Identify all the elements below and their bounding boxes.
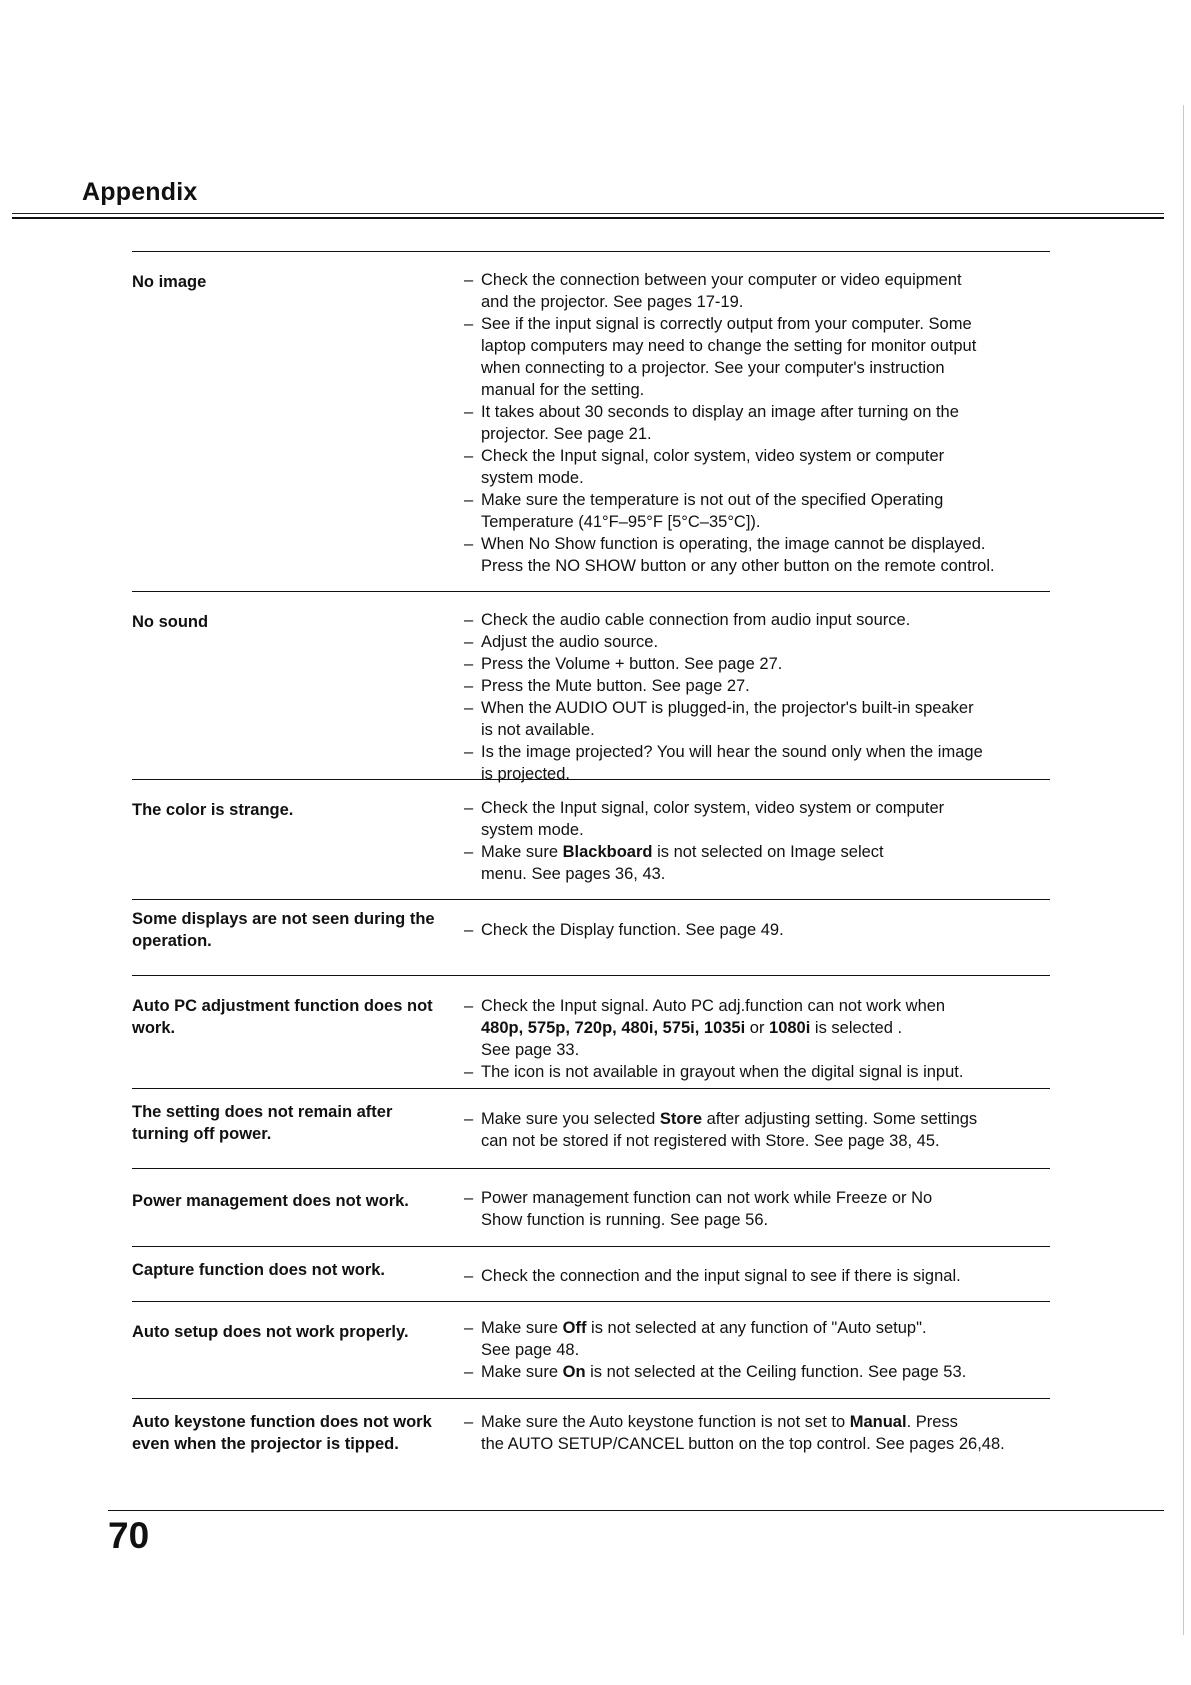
solution-item <box>464 653 1054 675</box>
solution-item <box>464 1187 1054 1231</box>
solution-line: Check the Display function. See page 49. <box>481 921 784 939</box>
solution-line: Make sure On is not selected at the Ceiling function. See page 53. <box>481 1363 967 1381</box>
solution-list <box>464 797 1054 885</box>
solution-list <box>464 995 1054 1083</box>
solution-line: Check the audio cable connection from audio input source. <box>481 611 911 629</box>
problem-label: Capture function does not work. <box>132 1261 386 1279</box>
solution-item <box>464 1411 1054 1455</box>
solution-line: Is the image projected? You will hear the sound only when the image <box>481 743 983 761</box>
solution-line: the AUTO SETUP/CANCEL button on the top control. See pages 26,48. <box>481 1435 1005 1453</box>
solution-line: Temperature (41°F–95°F [5°C–35°C]). <box>481 513 761 531</box>
solution-item <box>464 1317 1054 1361</box>
problem-label: The setting does not remain after turning off power. <box>132 1103 393 1143</box>
solution-line: Check the Input signal, color system, video system or computer <box>481 447 945 465</box>
bullet-dash: – <box>464 535 474 553</box>
solution-line: when connecting to a projector. See your computer's instruction <box>481 359 945 377</box>
solution-item <box>464 401 1054 445</box>
bullet-dash: – <box>464 491 474 509</box>
solution-line: It takes about 30 seconds to display an image after turning on the <box>481 403 959 421</box>
table-row <box>132 591 1050 783</box>
bullet-dash: – <box>464 655 474 673</box>
solution-list <box>464 1108 1054 1152</box>
bullet-dash: – <box>464 921 474 939</box>
solution-item <box>464 1108 1054 1152</box>
solution-line: When the AUDIO OUT is plugged-in, the projector's built-in speaker <box>481 699 974 717</box>
solution-list <box>464 269 1054 577</box>
table-row <box>132 1088 1050 1169</box>
solution-item <box>464 1061 1054 1083</box>
bullet-dash: – <box>464 1110 474 1128</box>
solution-line: menu. See pages 36, 43. <box>481 865 666 883</box>
problem-label: Auto PC adjustment function does not work. <box>132 997 433 1037</box>
solution-line: When No Show function is operating, the image cannot be displayed. <box>481 535 986 553</box>
solution-item <box>464 609 1054 631</box>
solution-line: projector. See page 21. <box>481 425 652 443</box>
page-section-title: Appendix <box>82 178 198 206</box>
solution-item <box>464 631 1054 653</box>
solution-item <box>464 797 1054 841</box>
solution-item <box>464 1361 1054 1383</box>
bullet-dash: – <box>464 1363 474 1381</box>
solution-line: can not be stored if not registered with Store. See page 38, 45. <box>481 1132 940 1150</box>
solution-item <box>464 1265 1054 1287</box>
solution-list <box>464 609 1054 785</box>
bullet-dash: – <box>464 743 474 761</box>
bullet-dash: – <box>464 843 474 861</box>
solution-line: manual for the setting. <box>481 381 645 399</box>
table-row <box>132 1168 1050 1247</box>
bullet-dash: – <box>464 611 474 629</box>
solution-line: is projected. <box>481 765 570 783</box>
solution-line: system mode. <box>481 469 584 487</box>
bullet-dash: – <box>464 271 474 289</box>
table-row <box>132 251 1050 592</box>
solution-item <box>464 841 1054 885</box>
bullet-dash: – <box>464 1189 474 1207</box>
solution-list <box>464 1411 1054 1455</box>
solution-item <box>464 675 1054 697</box>
problem-label: Power management does not work. <box>132 1192 409 1210</box>
solution-line: Press the Mute button. See page 27. <box>481 677 750 695</box>
table-row <box>132 899 1050 976</box>
page-number: 70 <box>108 1515 150 1556</box>
solution-item <box>464 269 1054 313</box>
solution-list <box>464 1317 1054 1383</box>
solution-item <box>464 445 1054 489</box>
solution-line: Make sure you selected Store after adjusting setting. Some settings <box>481 1110 978 1128</box>
solution-line: 480p, 575p, 720p, 480i, 575i, 1035i or 1080i is selected . <box>481 1019 903 1037</box>
solution-line: is not available. <box>481 721 595 739</box>
solution-item <box>464 489 1054 533</box>
solution-line: See page 48. <box>481 1341 580 1359</box>
footer-rule <box>108 1510 1164 1511</box>
table-row <box>132 1398 1050 1504</box>
solution-line: Make sure the temperature is not out of the specified Operating <box>481 491 944 509</box>
bullet-dash: – <box>464 799 474 817</box>
solution-line: system mode. <box>481 821 584 839</box>
problem-label: Auto keystone function does not work even when the projector is tipped. <box>132 1413 432 1453</box>
solution-list <box>464 1265 1054 1287</box>
solution-line: The icon is not available in grayout when the digital signal is input. <box>481 1063 964 1081</box>
solution-item <box>464 533 1054 577</box>
table-row <box>132 1301 1050 1399</box>
solution-line: See page 33. <box>481 1041 580 1059</box>
solution-line: Check the Input signal. Auto PC adj.function can not work when <box>481 997 946 1015</box>
table-row <box>132 1246 1050 1302</box>
solution-item <box>464 697 1054 741</box>
solution-line: Check the connection and the input signal to see if there is signal. <box>481 1267 961 1285</box>
bullet-dash: – <box>464 1413 474 1431</box>
problem-label: No sound <box>132 613 209 631</box>
solution-line: Make sure the Auto keystone function is not set to Manual. Press <box>481 1413 958 1431</box>
solution-line: Press the Volume + button. See page 27. <box>481 655 783 673</box>
bullet-dash: – <box>464 677 474 695</box>
solution-line: and the projector. See pages 17-19. <box>481 293 744 311</box>
bullet-dash: – <box>464 1063 474 1081</box>
bullet-dash: – <box>464 315 474 333</box>
problem-label: The color is strange. <box>132 801 294 819</box>
problem-label: Some displays are not seen during the operation. <box>132 910 435 950</box>
solution-line: Adjust the audio source. <box>481 633 659 651</box>
solution-line: Check the connection between your computer or video equipment <box>481 271 962 289</box>
solution-line: Power management function can not work while Freeze or No <box>481 1189 933 1207</box>
solution-line: Press the NO SHOW button or any other button on the remote control. <box>481 557 995 575</box>
problem-label: No image <box>132 273 207 291</box>
bullet-dash: – <box>464 1267 474 1285</box>
solution-list <box>464 919 1054 941</box>
table-row <box>132 779 1050 900</box>
solution-item <box>464 919 1054 941</box>
bullet-dash: – <box>464 403 474 421</box>
solution-list <box>464 1187 1054 1231</box>
bullet-dash: – <box>464 447 474 465</box>
solution-line: Make sure Blackboard is not selected on Image select <box>481 843 884 861</box>
solution-line: Check the Input signal, color system, video system or computer <box>481 799 945 817</box>
table-row <box>132 975 1050 1089</box>
bullet-dash: – <box>464 633 474 651</box>
problem-label: Auto setup does not work properly. <box>132 1323 409 1341</box>
solution-item <box>464 995 1054 1061</box>
bullet-dash: – <box>464 997 474 1015</box>
solution-line: Make sure Off is not selected at any function of "Auto setup". <box>481 1319 927 1337</box>
solution-item <box>464 313 1054 401</box>
solution-line: See if the input signal is correctly output from your computer. Some <box>481 315 972 333</box>
bullet-dash: – <box>464 1319 474 1337</box>
bullet-dash: – <box>464 699 474 717</box>
solution-line: Show function is running. See page 56. <box>481 1211 769 1229</box>
solution-line: laptop computers may need to change the setting for monitor output <box>481 337 977 355</box>
